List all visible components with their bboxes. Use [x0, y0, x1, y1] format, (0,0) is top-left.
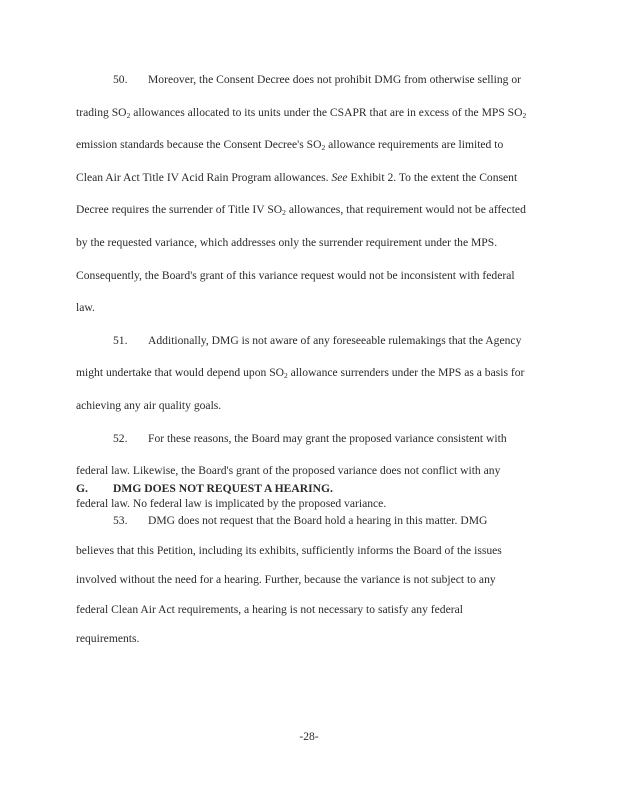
paragraph-line: Decree requires the surrender of Title IV $SO_2$ allowances, that requirement would not be affected — [76, 203, 526, 218]
paragraph-line: federal law. Likewise, the Board's grant of the proposed variance does not conflict with any — [76, 464, 501, 478]
paragraph-line: Clean Air Act Title IV Acid Rain Program allowances. See Exhibit 2. To the extent the Consent — [76, 170, 518, 184]
paragraph-number: 53. — [113, 514, 128, 527]
paragraph-number: 51. — [113, 333, 128, 347]
paragraph-line: trading $SO_2$ allowances allocated to its units under the CSAPR that are in excess of the MPS $SO_2$ — [76, 105, 527, 120]
paragraph-number: 52. — [113, 431, 128, 445]
paragraph-line: federal law. No federal law is implicated by the proposed variance. — [76, 496, 387, 510]
paragraph-line: 51. Additionally, DMG is not aware of any foreseeable rulemakings that the Agency — [113, 333, 522, 347]
paragraph-line: might undertake that would depend upon $SO_2$ allowance surrenders under the MPS as a basis for — [76, 366, 525, 381]
section-heading — [76, 482, 333, 495]
paragraph-line: believes that this Petition, including its exhibits, sufficiently informs the Board of the issues — [76, 543, 502, 557]
section-letter: G. — [76, 482, 88, 495]
paragraph-line: achieving any air quality goals. — [76, 399, 222, 412]
paragraph-line: by the requested variance, which addresses only the surrender requirement under the MPS. — [76, 236, 498, 249]
paragraph-line: Consequently, the Board's grant of this variance request would not be inconsistent with federal — [76, 268, 515, 282]
page-number: -28- — [299, 730, 319, 743]
paragraph-number: 50. — [113, 73, 128, 86]
paragraph-line: requirements. — [76, 632, 140, 645]
paragraph-line: 53. DMG does not request that the Board hold a hearing in this matter. DMG — [113, 514, 488, 527]
paragraph-line: emission standards because the Consent Decree's $SO_2$ allowance requirements are limited to — [76, 138, 504, 153]
paragraph-line: involved without the need for a hearing. Further, because the variance is not subject to any — [76, 573, 496, 586]
paragraph-line: law. — [76, 301, 95, 315]
paragraph-line: 52. For these reasons, the Board may grant the proposed variance consistent with — [113, 431, 507, 445]
paragraph-line: federal Clean Air Act requirements, a hearing is not necessary to satisfy any federal — [76, 602, 463, 616]
paragraph-line: 50. Moreover, the Consent Decree does not prohibit DMG from otherwise selling or — [113, 73, 522, 86]
section-title: DMG DOES NOT REQUEST A HEARING. — [113, 482, 333, 495]
